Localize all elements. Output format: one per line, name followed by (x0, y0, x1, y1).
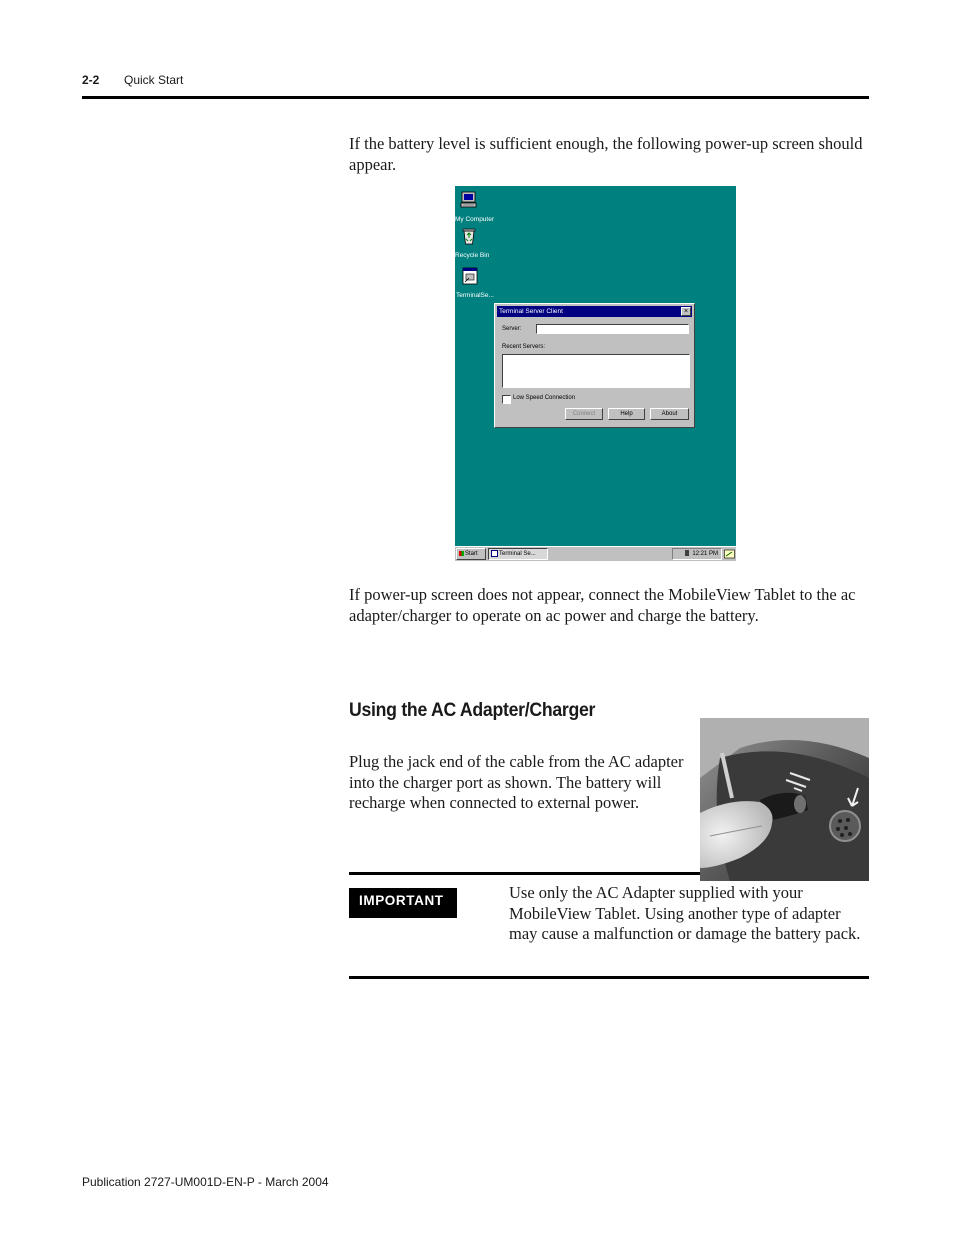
start-button[interactable] (456, 548, 486, 560)
computer-icon (459, 190, 479, 210)
input-panel-icon[interactable] (724, 548, 735, 560)
windows-logo-icon (459, 551, 464, 556)
power-plug-icon (685, 550, 689, 556)
icon-label: Recycle Bin (455, 252, 490, 259)
plug-paragraph: Plug the jack end of the cable from the AC adapter into the charger port as shown. The battery will recharge when connected to external power. (349, 752, 684, 812)
terminal-server-client-dialog (494, 303, 695, 428)
icon-label: My Computer (455, 216, 495, 223)
server-input[interactable] (536, 324, 689, 334)
important-top-rule (349, 872, 700, 875)
server-label: Server: (502, 326, 522, 332)
recent-servers-list[interactable] (502, 354, 690, 388)
terminal-server-small-icon (491, 550, 498, 557)
help-button[interactable]: Help (608, 408, 645, 420)
task-label: Terminal Se... (499, 551, 536, 557)
connect-button[interactable]: Connect (565, 408, 603, 420)
taskbar-item-terminal-server[interactable] (488, 548, 548, 560)
desktop-icon-recycle-bin (455, 226, 505, 259)
power-up-screenshot (455, 186, 736, 561)
about-button[interactable]: About (650, 408, 689, 420)
start-label: Start (465, 551, 478, 557)
icon-label: TerminalSe... (456, 292, 494, 299)
header-rule (82, 96, 869, 99)
dialog-title: Terminal Server Client (499, 308, 563, 315)
recycle-bin-icon (459, 226, 479, 246)
recent-servers-label: Recent Servers: (502, 344, 546, 350)
section-title: Using the AC Adapter/Charger (349, 700, 596, 721)
taskbar (455, 546, 736, 561)
desktop-icon-my-computer (455, 190, 505, 223)
close-icon[interactable]: × (681, 307, 691, 316)
important-text: Use only the AC Adapter supplied with your MobileView Tablet. Using another type of adapter may cause a malfunction or damage the battery pack. (509, 883, 861, 943)
important-badge: IMPORTANT (349, 888, 457, 918)
important-bottom-rule (349, 976, 869, 979)
no-screen-paragraph: If power-up screen does not appear, connect the MobileView Tablet to the ac adapter/charger to operate on ac power and charge the battery. (349, 585, 856, 625)
charger-port-photo (700, 718, 869, 881)
chapter-title: Quick Start (124, 73, 184, 87)
system-tray (672, 548, 722, 560)
low-speed-checkbox[interactable] (502, 395, 511, 404)
publication-footer: Publication 2727-UM001D-EN-P - March 2004 (82, 1175, 329, 1189)
desktop-icon-terminal-server (456, 266, 506, 299)
low-speed-label: Low Speed Connection (513, 395, 576, 401)
terminal-server-icon (460, 266, 480, 286)
intro-paragraph: If the battery level is sufficient enough, the following power-up screen should appear. (349, 134, 863, 174)
page-number: 2-2 (82, 73, 100, 87)
dialog-title-bar (497, 306, 692, 317)
clock: 12:21 PM (692, 551, 718, 557)
